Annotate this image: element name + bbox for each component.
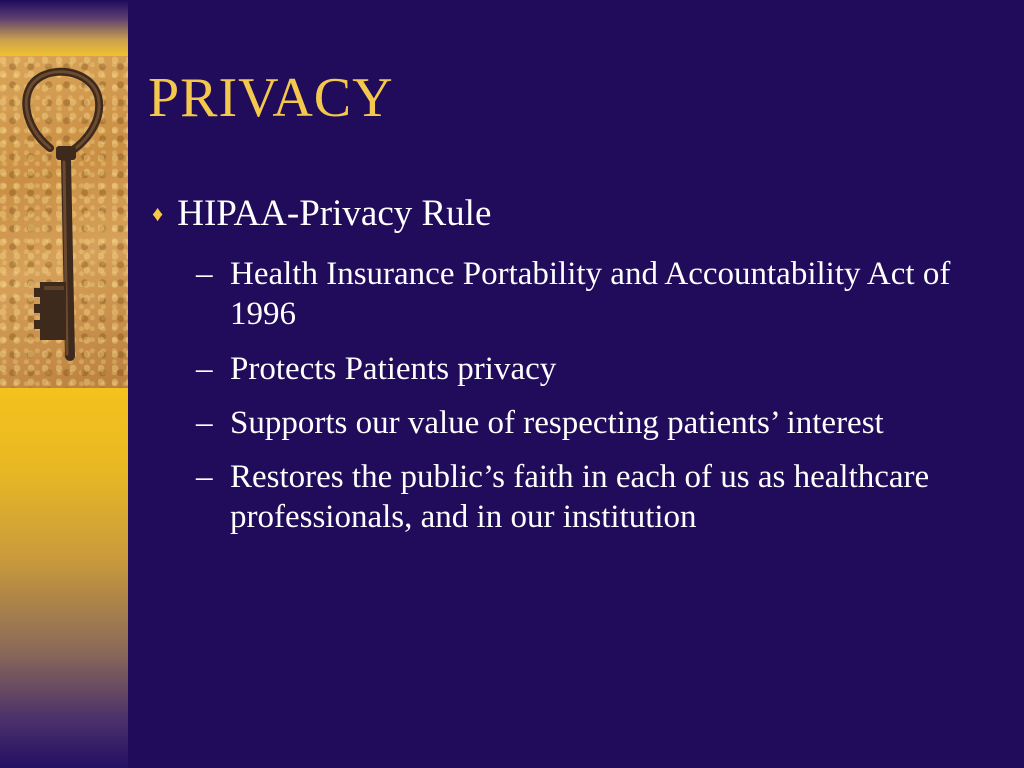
- sub-bullet-list: [196, 254, 1006, 552]
- main-bullet: [152, 192, 491, 236]
- sub-bullet-text: Protects Patients privacy: [230, 350, 557, 387]
- sub-bullet-item: [196, 254, 1006, 335]
- diamond-bullet-icon: ♦: [152, 201, 164, 226]
- key-photo: [0, 56, 128, 388]
- main-bullet-text: HIPAA-Privacy Rule: [177, 193, 492, 234]
- sub-bullet-item: [196, 349, 1006, 389]
- sub-bullet-text: Health Insurance Portability and Accountability Act of 1996: [230, 256, 951, 333]
- dash-marker: –: [196, 404, 213, 441]
- slide-title: PRIVACY: [148, 67, 394, 129]
- sub-bullet-text: Supports our value of respecting patients’ interest: [230, 404, 884, 441]
- dash-marker: –: [196, 459, 213, 495]
- dash-marker: –: [196, 256, 213, 292]
- dash-marker: –: [196, 350, 213, 387]
- sub-bullet-text: Restores the public’s faith in each of us as healthcare professionals, and in our institution: [230, 459, 930, 536]
- sub-bullet-item: [196, 457, 1006, 538]
- sub-bullet-item: [196, 403, 1006, 443]
- antique-key-icon: [0, 56, 128, 388]
